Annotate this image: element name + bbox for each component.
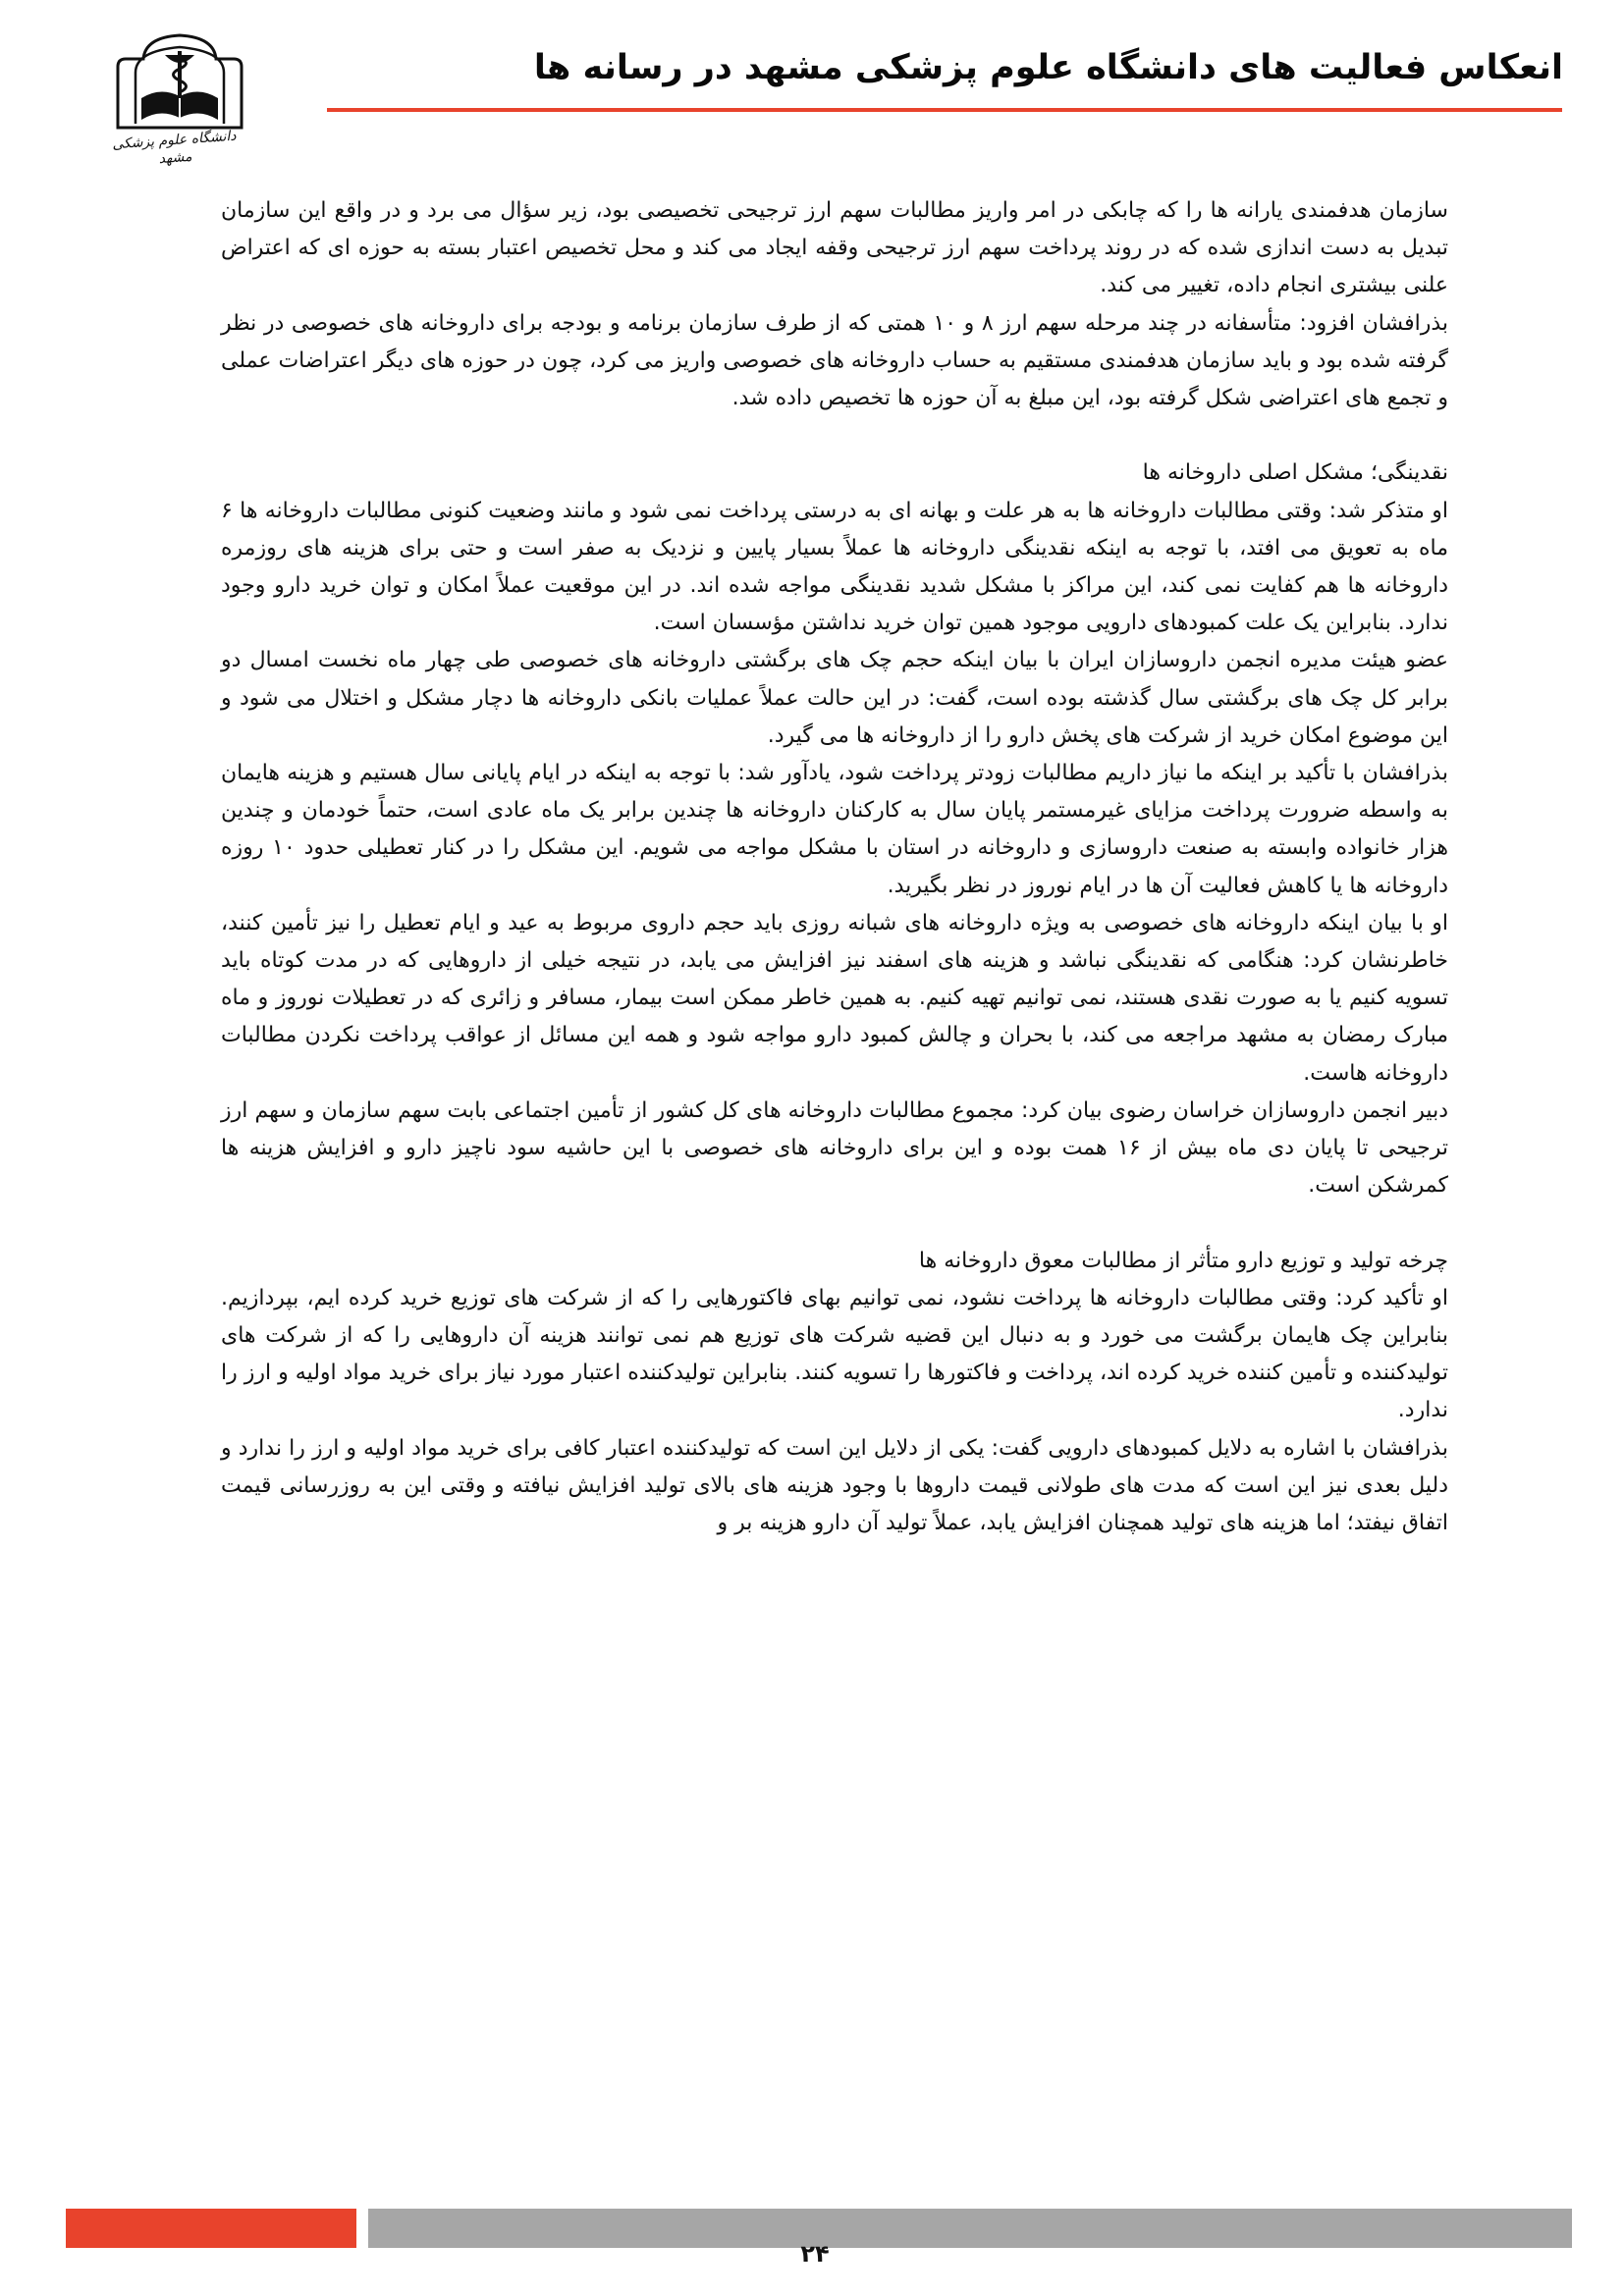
paragraph: عضو هیئت مدیره انجمن داروسازان ایران با بیان اینکه حجم چک های برگشتی داروخانه های خصوصی طی چهار ماه نخست امسال دو برابر کل چک های برگشتی سال گذشته بوده است، گفت: در این حالت عملاً عملیات بانکی داروخانه ها دچار مشکل و اختلال می شود و این موضوع امکان خرید از شرکت های پخش دارو را از داروخانه ها می گیرد. (221, 648, 1448, 748)
paragraph: بذرافشان افزود: متأسفانه در چند مرحله سهم ارز ۸ و ۱۰ همتی که از طرف سازمان برنامه و بودجه برای داروخانه های خصوصی در نظر گرفته شده بود و باید سازمان هدفمندی مستقیم به حساب داروخانه های خصوصی واریز می کرد، چون در حوزه های دیگر اعتراضات عملی و تجمع های اعتراضی شکل گرفته بود، این مبلغ به آن حوزه ها تخصیص داده شد. (221, 310, 1448, 411)
paragraph: او تأکید کرد: وقتی مطالبات داروخانه ها پرداخت نشود، نمی توانیم بهای فاکتورهایی را که از شرکت های توزیع خرید کرده ایم، بپردازیم. بنابراین چک هایمان برگشت می خورد و به دنبال این قضیه شرکت های توزیع هم نمی توانند هزینه آن داروهایی را که از شرکت های تولیدکننده و تأمین کننده خرید کرده اند، پرداخت و فاکتورها را تسویه کنند. بنابراین تولیدکننده اعتبار مورد نیاز برای خرید مواد اولیه و ارز را ندارد. (221, 1285, 1448, 1423)
paragraph: سازمان هدفمندی یارانه ها را که چابکی در امر واریز مطالبات سهم ارز ترجیحی تخصیصی بود، زیر سؤال می برد و در واقع این سازمان تبدیل به دست اندازی شده که در روند پرداخت سهم ارز ترجیحی وقفه ایجاد می کند و محل تخصیص اعتبار بسته به حوزه ای که اعتراض علنی بیشتری انجام داده، تغییر می کند. (221, 198, 1448, 298)
paragraph: او با بیان اینکه داروخانه های خصوصی به ویژه داروخانه های شبانه روزی باید حجم داروی مربوط به عید و ایام تعطیل را نیز تأمین کنند، خاطرنشان کرد: هنگامی که نقدینگی نباشد و هزینه های اسفند نیز افزایش می یابد، در نتیجه خیلی از داروهایی که در مدت کوتاه باید تسویه کنیم یا به صورت نقدی هستند، نمی توانیم تهیه کنیم. به همین خاطر ممکن است بیمار، مسافر و زائری که در تعطیلات نوروز و ماه مبارک رمضان به مشهد مراجعه می کند، با بحران و چالش کمبود دارو مواجه شود و همه این مسائل از عواقب پرداخت نکردن مطالبات داروخانه هاست. (221, 910, 1448, 1086)
page-title: انعکاس فعالیت های دانشگاه علوم پزشکی مشهد در رسانه ها (533, 48, 1563, 87)
paragraph-spacer (221, 417, 1448, 454)
footer-accent-bar (66, 2209, 356, 2248)
logo-caption: دانشگاه علوم پزشکی مشهد (111, 128, 237, 168)
header-divider (327, 108, 1562, 112)
section-heading: نقدینگی؛ مشکل اصلی داروخانه ها (1142, 460, 1448, 486)
paragraph-spacer (221, 1204, 1448, 1242)
paragraph: بذرافشان با اشاره به دلایل کمبودهای دارویی گفت: یکی از دلایل این است که تولیدکننده اعتبار کافی برای خرید مواد اولیه و ارز را ندارد و دلیل بعدی نیز این است که مدت های طولانی قیمت داروها با وجود هزینه های بالای تولید افزایش نیافته و وقتی این به روزرسانی قیمت اتفاق نیفتد؛ اما هزینه های تولید همچنان افزایش یابد، عملاً تولید آن دارو هزینه بر و (221, 1435, 1448, 1536)
footer-bar (368, 2209, 1572, 2248)
page-number: ۲۴ (800, 2240, 830, 2268)
paragraph: بذرافشان با تأکید بر اینکه ما نیاز داریم مطالبات زودتر پرداخت شود، یادآور شد: با توجه به اینکه در ایام پایانی سال هستیم و هزینه هایمان به واسطه ضرورت پرداخت مزایای غیرمستمر پایان سال به کارکنان داروخانه ها چندین برابر یک ماه عادی است، حتماً خودمان و چندین هزار خانواده وابسته به صنعت داروسازی و داروخانه در استان با مشکل مواجه می شویم. این مشکل را در کنار تعطیلی حدود ۱۰ روزه داروخانه ها یا کاهش فعالیت آن ها در ایام نوروز در نظر بگیرید. (221, 761, 1448, 898)
logo-emblem-icon (106, 29, 253, 137)
paragraph: او متذکر شد: وقتی مطالبات داروخانه ها به هر علت و بهانه ای به درستی پرداخت نمی شود و مانند وضعیت کنونی مطالبات داروخانه ها ۶ ماه به تعویق می افتد، با توجه به اینکه نقدینگی داروخانه ها عملاً بسیار پایین و نزدیک به صفر است و حتی برای هزینه های روزمره داروخانه ها هم کفایت نمی کند، این مراکز با مشکل شدید نقدینگی مواجه شده اند. در این موقعیت عملاً امکان و توان خرید دارو وجود ندارد. بنابراین یک علت کمبودهای دارویی موجود همین توان خرید نداشتن مؤسسان است. (221, 498, 1448, 636)
article-body (221, 192, 1448, 1542)
paragraph: دبیر انجمن داروسازان خراسان رضوی بیان کرد: مجموع مطالبات داروخانه های کل کشور از تأمین اجتماعی بابت سهم سازمان و سهم ارز ترجیحی تا پایان دی ماه بیش از ۱۶ همت بوده و این برای داروخانه های خصوصی با این حاشیه سود ناچیز دارو و افزایش هزینه ها کمرشکن است. (221, 1097, 1448, 1199)
section-heading: چرخه تولید و توزیع دارو متأثر از مطالبات معوق داروخانه ها (918, 1248, 1448, 1273)
